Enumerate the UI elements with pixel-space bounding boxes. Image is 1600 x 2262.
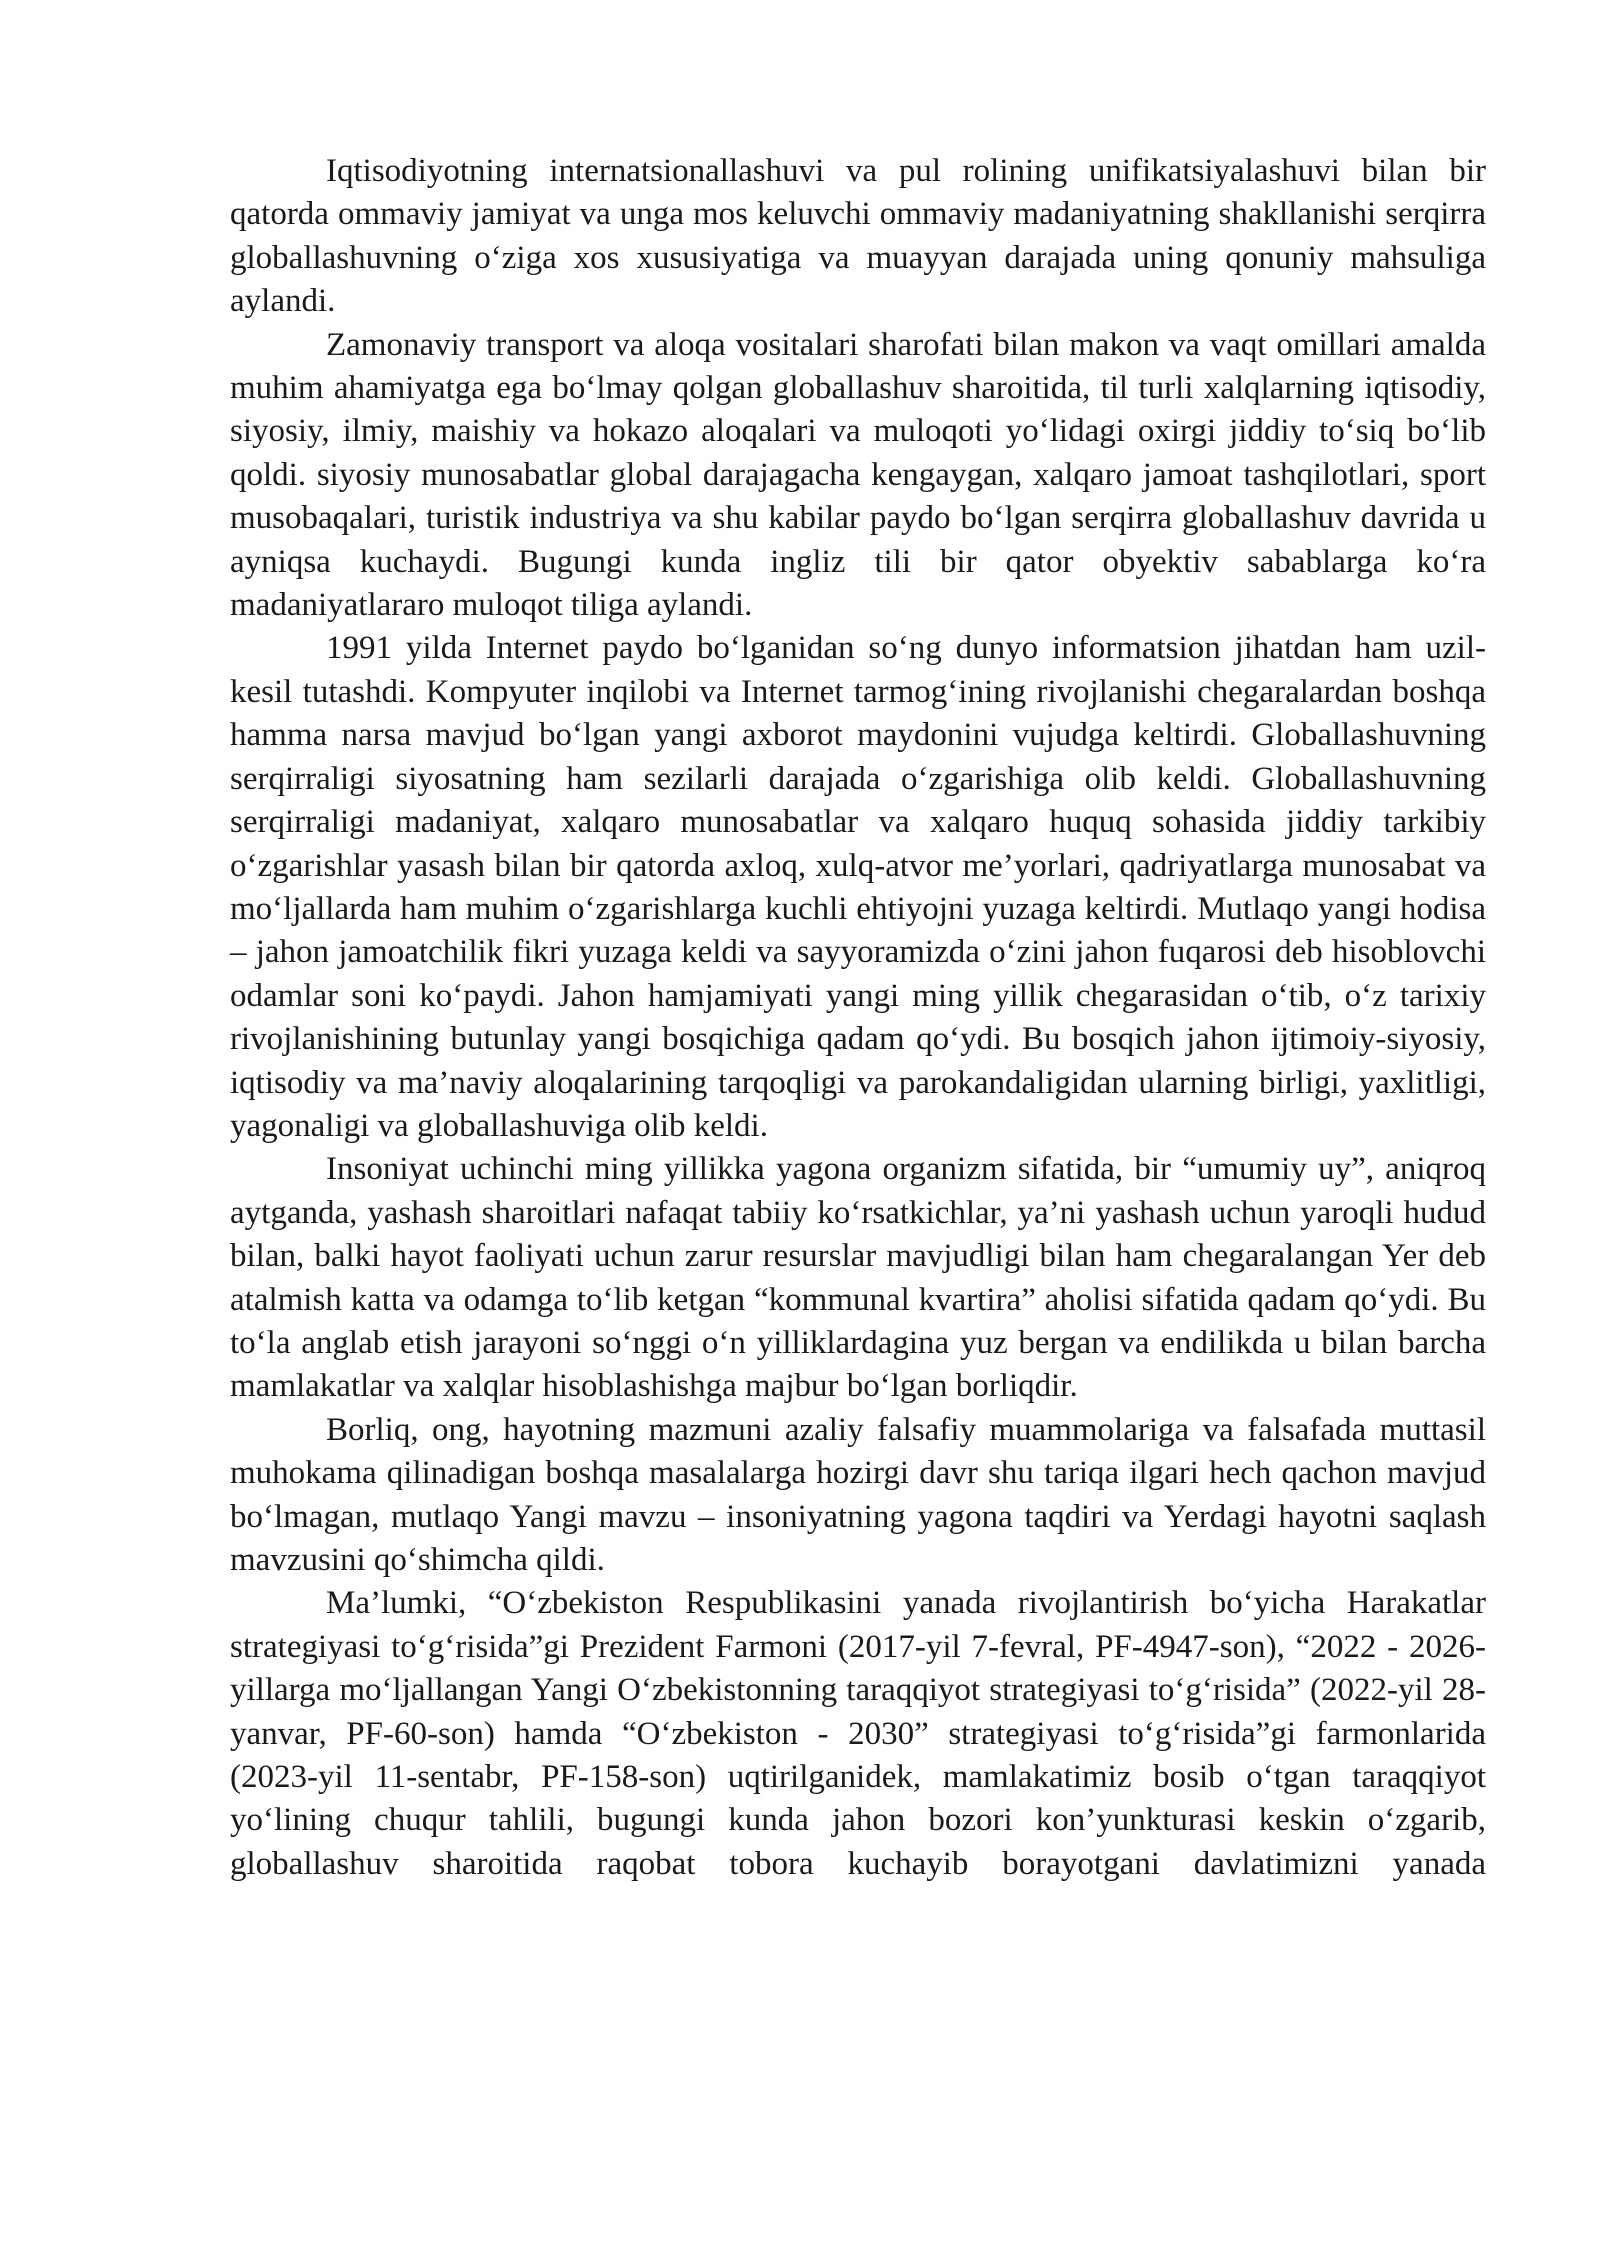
paragraph-4: Insoniyat uchinchi ming yillikka yagona organizm sifatida, bir “umumiy uy”, aniqroq aytganda, yashash sharoitlari nafaqat tabiiy ko‘rsatkichlar, ya’ni yashash uchun yaroqli hudud bilan, balki hayot faoliyati uchun zarur resurslar mavjudligi bilan ham chegaralangan Yer deb atalmish katta va odamga to‘lib ketgan “kommunal kvartira” aholisi sifatida qadam qo‘ydi. Bu to‘la anglab etish jarayoni so‘nggi o‘n yilliklardagina yuz bergan va endilikda u bilan barcha mamlakatlar va xalqlar hisoblashishga majbur bo‘lgan borliqdir.	[230, 1151, 1486, 1405]
paragraph-6 last-paragraph: Ma’lumki, “O‘zbekiston Respublikasini yanada rivojlantirish bo‘yicha Harakatlar strategiyasi to‘g‘risida”gi Prezident Farmoni (2017-yil 7-fevral, PF-4947-son), “2022 - 2026-yillarga mo‘ljallangan Yangi O‘zbekistonning taraqqiyot strategiyasi to‘g‘risida” (2022-yil 28-yanvar, PF-60-son) hamda “O‘zbekiston - 2030” strategiyasi to‘g‘risida”gi farmonlarida (2023-yil 11-sentabr, PF-158-son) uqtirilganidek, mamlakatimiz bosib o‘tgan taraqqiyot yo‘lining chuqur tahlili, bugungi kunda jahon bozori kon’yunkturasi keskin o‘zgarib, globallashuv sharoitida raqobat tobora kuchayib borayotgani davlatimizni yanada	[230, 1585, 1486, 1882]
body-text	[230, 150, 1486, 1886]
paragraph-1: Iqtisodiyotning internatsionallashuvi va pul rolining unifikatsiyalashuvi bilan bir qatorda ommaviy jamiyat va unga mos keluvchi ommaviy madaniyatning shakllanishi serqirra globallashuvning o‘ziga xos xususiyatiga va muayyan darajada uning qonuniy mahsuliga aylandi.	[230, 153, 1486, 320]
paragraph-2: Zamonaviy transport va aloqa vositalari sharofati bilan makon va vaqt omillari amalda muhim ahamiyatga ega bo‘lmay qolgan globallashuv sharoitida, til turli xalqlarning iqtisodiy, siyosiy, ilmiy, maishiy va hokazo aloqalari va muloqoti yo‘lidagi oxirgi jiddiy to‘siq bo‘lib qoldi. siyosiy munosabatlar global darajagacha kengaygan, xalqaro jamoat tashqilotlari, sport musobaqalari, turistik industriya va shu kabilar paydo bo‘lgan serqirra globallashuv davrida u ayniqsa kuchaydi. Bugungi kunda ingliz tili bir qator obyektiv sabablarga ko‘ra madaniyatlararo muloqot tiliga aylandi.	[230, 326, 1486, 624]
paragraph-5: Borliq, ong, hayotning mazmuni azaliy falsafiy muammolariga va falsafada muttasil muhokama qilinadigan boshqa masalalarga hozirgi davr shu tariqa ilgari hech qachon mavjud bo‘lmagan, mutlaqo Yangi mavzu – insoniyatning yagona taqdiri va Yerdagi hayotni saqlash mavzusini qo‘shimcha qildi.	[230, 1411, 1486, 1578]
paragraph-3: 1991 yilda Internet paydo bo‘lganidan so‘ng dunyo informatsion jihatdan ham uzil-kesil tutashdi. Kompyuter inqilobi va Internet tarmog‘ining rivojlanishi chegaralardan boshqa hamma narsa mavjud bo‘lgan yangi axborot maydonini vujudga keltirdi. Globallashuvning serqirraligi siyosatning ham sezilarli darajada o‘zgarishiga olib keldi. Globallashuvning serqirraligi madaniyat, xalqaro munosabatlar va xalqaro huquq sohasida jiddiy tarkibiy o‘zgarishlar yasash bilan bir qatorda axloq, xulq-atvor me’yorlari, qadriyatlarga munosabat va mo‘ljallarda ham muhim o‘zgarishlarga kuchli ehtiyojni yuzaga keltirdi. Mutlaqo yangi hodisa – jahon jamoatchilik fikri yuzaga keldi va sayyoramizda o‘zini jahon fuqarosi deb hisoblovchi odamlar soni ko‘paydi. Jahon hamjamiyati yangi ming yillik chegarasidan o‘tib, o‘z tarixiy rivojlanishining butunlay yangi bosqichiga qadam qo‘ydi. Bu bosqich jahon ijtimoiy-siyosiy, iqtisodiy va ma’naviy aloqalarining tarqoqligi va parokandaligidan ularning birligi, yaxlitligi, yagonaligi va globallashuviga olib keldi.	[230, 630, 1486, 1144]
